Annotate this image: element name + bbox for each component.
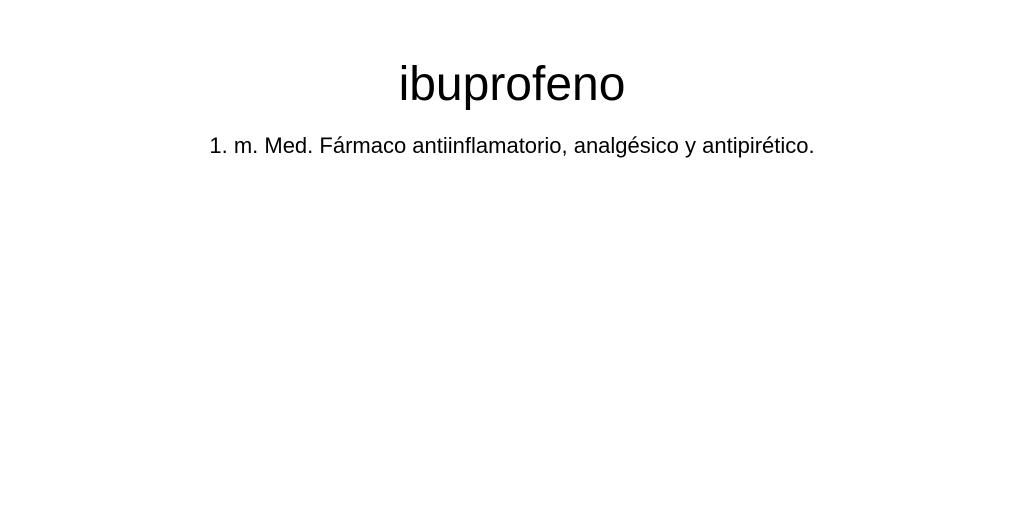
entry-headword: ibuprofeno (398, 58, 626, 111)
entry-definition: 1. m. Med. Fármaco antiinflamatorio, analgésico y antipirético. (209, 133, 815, 158)
